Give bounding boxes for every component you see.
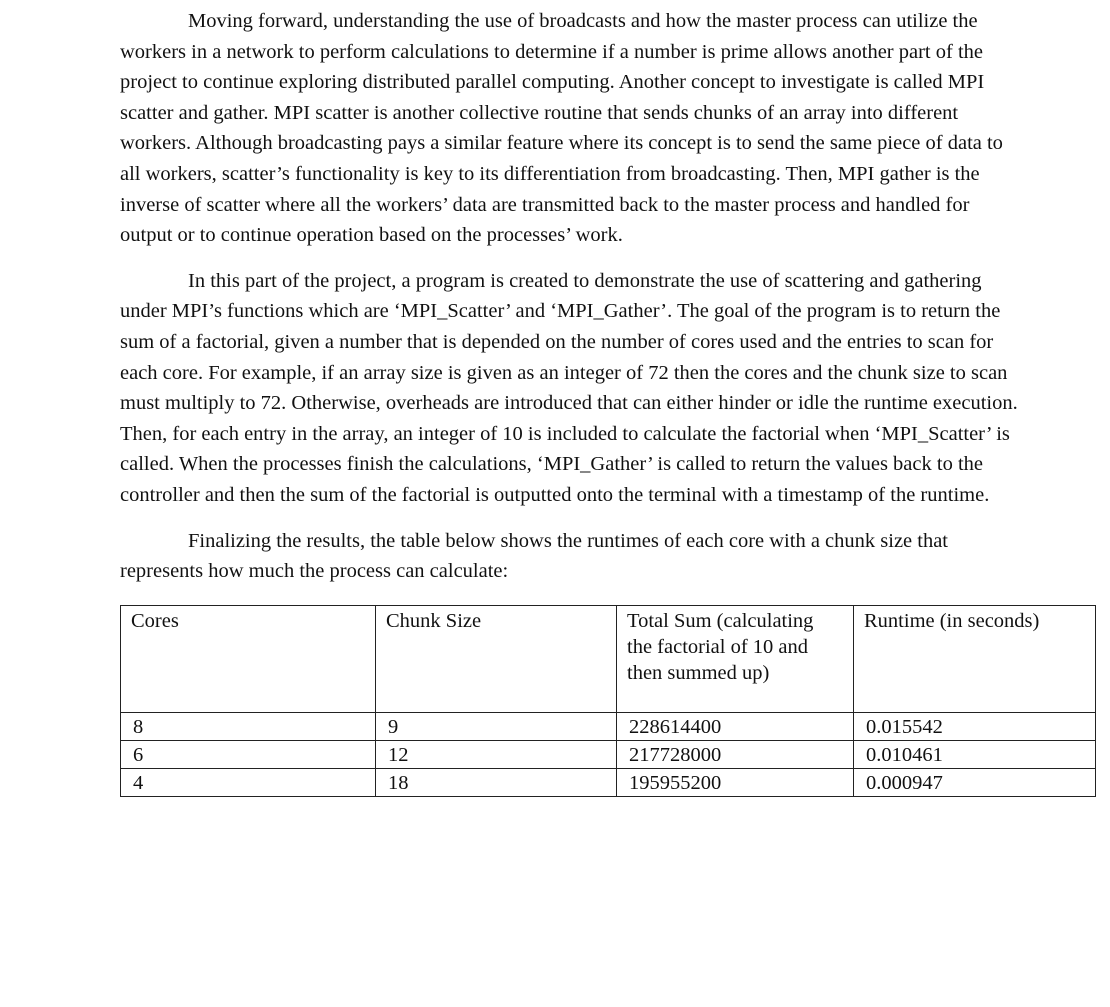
- cell-cores: 6: [121, 740, 376, 768]
- cell-total-sum: 228614400: [617, 712, 854, 740]
- document-page: [120, 6, 1040, 797]
- cell-chunk-size: 9: [376, 712, 617, 740]
- results-table-container: [120, 605, 1040, 797]
- header-runtime: Runtime (in seconds): [854, 605, 1096, 712]
- cell-runtime: 0.010461: [854, 740, 1096, 768]
- header-total-sum: Total Sum (calculating the factorial of 10 and then summed up): [617, 605, 854, 712]
- cell-chunk-size: 18: [376, 768, 617, 796]
- cell-total-sum: 195955200: [617, 768, 854, 796]
- paragraph-program-description: In this part of the project, a program is created to demonstrate the use of scattering and gathering under MPI’s functions which are ‘MPI_Scatter’ and ‘MPI_Gather’. The goal of the program is to return the sum of a factorial, given a number that is depended on the number of cores used and the entries to scan for each core. For example, if an array size is given as an integer of 72 then the cores and the chunk size to scan must multiply to 72. Otherwise, overheads are introduced that can either hinder or idle the runtime execution. Then, for each entry in the array, an integer of 10 is included to calculate the factorial when ‘MPI_Scatter’ is called. When the processes finish the calculations, ‘MPI_Gather’ is called to return the values back to the controller and then the sum of the factorial is outputted onto the terminal with a timestamp of the runtime.: [120, 269, 1018, 506]
- table-row: [121, 740, 1096, 768]
- cell-chunk-size: 12: [376, 740, 617, 768]
- cell-runtime: 0.000947: [854, 768, 1096, 796]
- table-row: [121, 768, 1096, 796]
- paragraph-results-intro: Finalizing the results, the table below shows the runtimes of each core with a chunk size that represents how much the process can calculate:: [120, 529, 949, 583]
- paragraph-mpi-scatter-gather-intro: Moving forward, understanding the use of broadcasts and how the master process can utilize the workers in a network to perform calculations to determine if a number is prime allows another part of the project to continue exploring distributed parallel computing. Another concept to investigate is called MPI scatter and gather. MPI scatter is another collective routine that sends chunks of an array into different workers. Although broadcasting pays a similar feature where its concept is to send the same piece of data to all workers, scatter’s functionality is key to its differentiation from broadcasting. Then, MPI gather is the inverse of scatter where all the workers’ data are transmitted back to the master process and handled for output or to continue operation based on the processes’ work.: [120, 10, 1003, 247]
- table-row: [121, 712, 1096, 740]
- cell-runtime: 0.015542: [854, 712, 1096, 740]
- runtime-results-table: [120, 605, 1096, 797]
- header-chunk-size: Chunk Size: [376, 605, 617, 712]
- header-cores: Cores: [121, 605, 376, 712]
- cell-cores: 4: [121, 768, 376, 796]
- cell-cores: 8: [121, 712, 376, 740]
- table-header-row: [121, 605, 1096, 712]
- cell-total-sum: 217728000: [617, 740, 854, 768]
